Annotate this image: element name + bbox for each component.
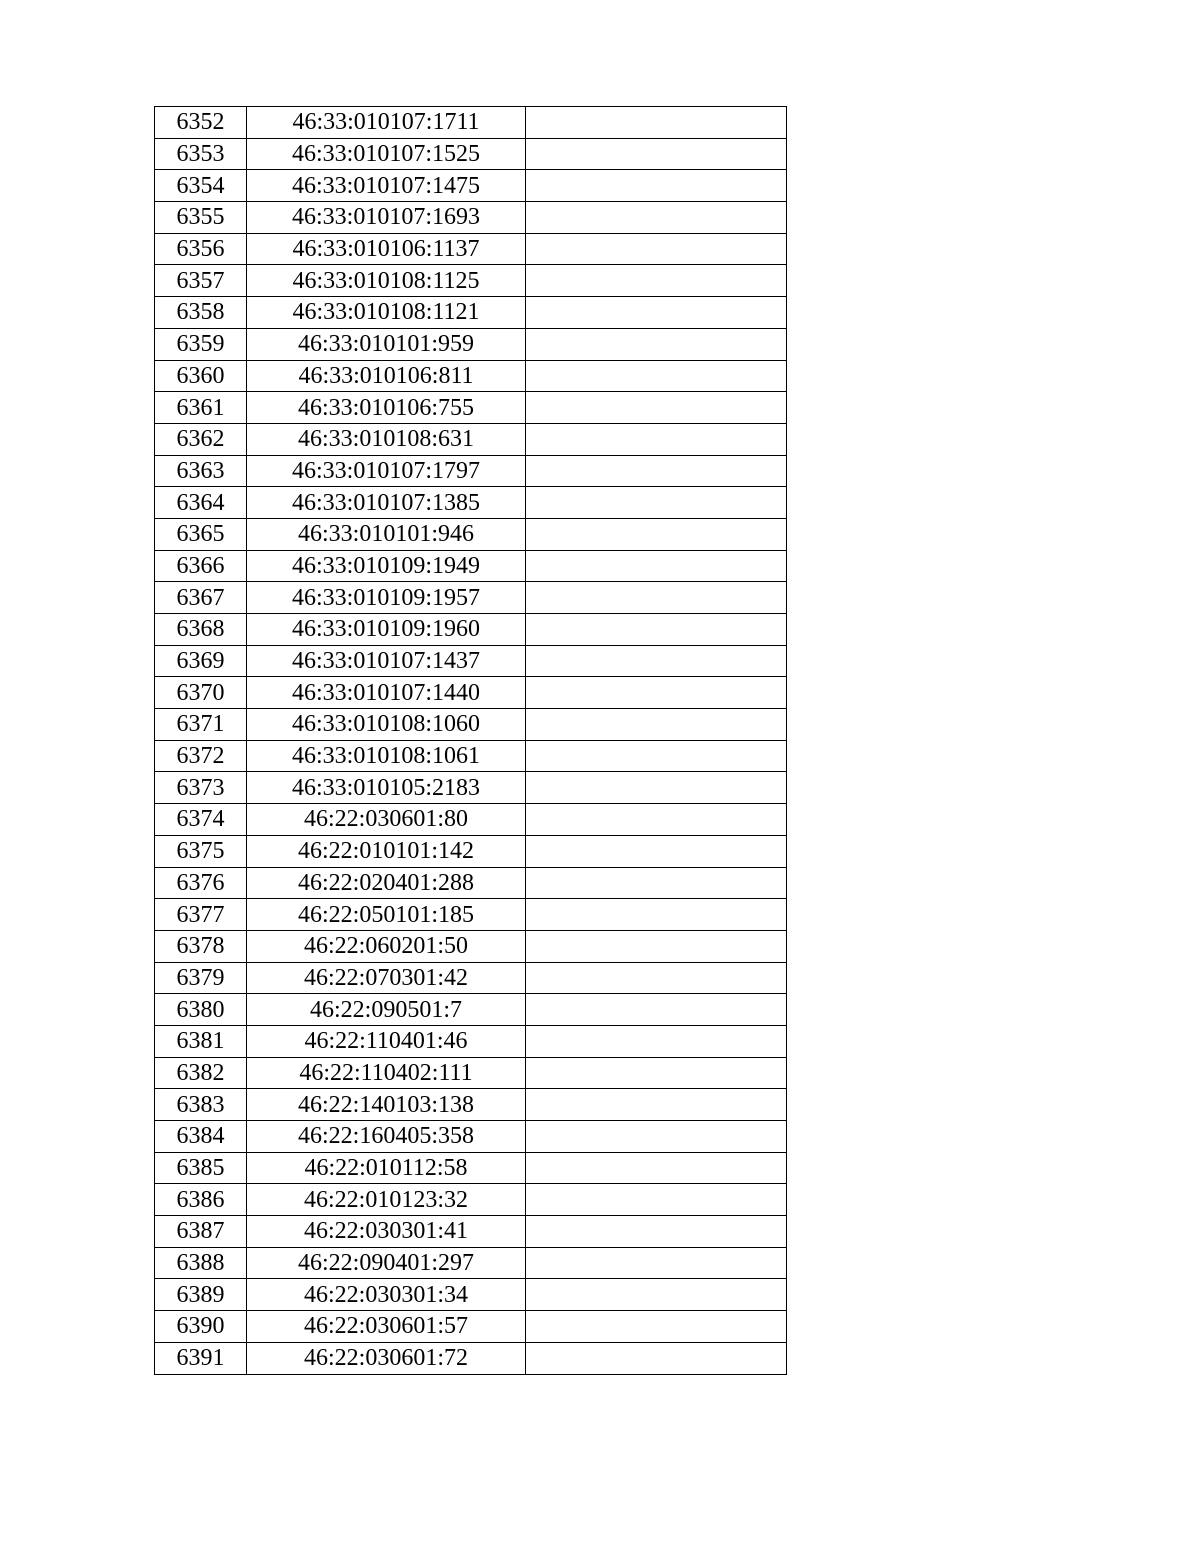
row-number-cell: 6374	[155, 804, 247, 836]
table-row	[155, 740, 787, 772]
table-row	[155, 994, 787, 1026]
table-row	[155, 1184, 787, 1216]
cadastral-table-body	[155, 107, 787, 1375]
empty-cell	[526, 582, 787, 614]
table-row	[155, 423, 787, 455]
cadastral-number-cell: 46:33:010107:1475	[247, 170, 526, 202]
empty-cell	[526, 1089, 787, 1121]
row-number-cell: 6388	[155, 1247, 247, 1279]
cadastral-number-cell: 46:33:010107:1711	[247, 107, 526, 139]
empty-cell	[526, 1247, 787, 1279]
table-row	[155, 645, 787, 677]
table-row	[155, 550, 787, 582]
cadastral-number-cell: 46:33:010107:1797	[247, 455, 526, 487]
empty-cell	[526, 614, 787, 646]
row-number-cell: 6372	[155, 740, 247, 772]
row-number-cell: 6390	[155, 1311, 247, 1343]
row-number-cell: 6386	[155, 1184, 247, 1216]
cadastral-number-cell: 46:22:010101:142	[247, 835, 526, 867]
row-number-cell: 6353	[155, 138, 247, 170]
table-row	[155, 1342, 787, 1374]
empty-cell	[526, 1121, 787, 1153]
cadastral-number-cell: 46:22:140103:138	[247, 1089, 526, 1121]
table-row	[155, 170, 787, 202]
cadastral-number-cell: 46:33:010108:631	[247, 423, 526, 455]
table-row	[155, 1279, 787, 1311]
table-row	[155, 582, 787, 614]
table-row	[155, 1057, 787, 1089]
empty-cell	[526, 360, 787, 392]
cadastral-number-cell: 46:22:030601:57	[247, 1311, 526, 1343]
table-row	[155, 392, 787, 424]
empty-cell	[526, 994, 787, 1026]
cadastral-number-cell: 46:33:010105:2183	[247, 772, 526, 804]
cadastral-number-cell: 46:22:010123:32	[247, 1184, 526, 1216]
table-row	[155, 233, 787, 265]
row-number-cell: 6354	[155, 170, 247, 202]
row-number-cell: 6377	[155, 899, 247, 931]
empty-cell	[526, 645, 787, 677]
table-row	[155, 930, 787, 962]
table-row	[155, 297, 787, 329]
row-number-cell: 6383	[155, 1089, 247, 1121]
empty-cell	[526, 107, 787, 139]
table-row	[155, 328, 787, 360]
empty-cell	[526, 804, 787, 836]
table-row	[155, 614, 787, 646]
table-row	[155, 265, 787, 297]
row-number-cell: 6360	[155, 360, 247, 392]
row-number-cell: 6361	[155, 392, 247, 424]
empty-cell	[526, 1184, 787, 1216]
row-number-cell: 6378	[155, 930, 247, 962]
row-number-cell: 6358	[155, 297, 247, 329]
table-row	[155, 709, 787, 741]
cadastral-number-cell: 46:22:030301:34	[247, 1279, 526, 1311]
row-number-cell: 6368	[155, 614, 247, 646]
cadastral-number-cell: 46:33:010108:1121	[247, 297, 526, 329]
cadastral-number-cell: 46:33:010106:1137	[247, 233, 526, 265]
table-row	[155, 867, 787, 899]
table-row	[155, 1216, 787, 1248]
empty-cell	[526, 233, 787, 265]
empty-cell	[526, 202, 787, 234]
row-number-cell: 6373	[155, 772, 247, 804]
table-row	[155, 962, 787, 994]
row-number-cell: 6355	[155, 202, 247, 234]
cadastral-number-cell: 46:33:010106:811	[247, 360, 526, 392]
empty-cell	[526, 138, 787, 170]
table-row	[155, 677, 787, 709]
table-row	[155, 518, 787, 550]
cadastral-number-cell: 46:33:010107:1437	[247, 645, 526, 677]
table-row	[155, 360, 787, 392]
table-row	[155, 804, 787, 836]
cadastral-number-cell: 46:33:010107:1385	[247, 487, 526, 519]
table-row	[155, 1089, 787, 1121]
table-row	[155, 138, 787, 170]
row-number-cell: 6369	[155, 645, 247, 677]
row-number-cell: 6370	[155, 677, 247, 709]
empty-cell	[526, 899, 787, 931]
cadastral-number-cell: 46:22:060201:50	[247, 930, 526, 962]
cadastral-number-cell: 46:22:010112:58	[247, 1152, 526, 1184]
cadastral-number-cell: 46:33:010107:1693	[247, 202, 526, 234]
empty-cell	[526, 1342, 787, 1374]
empty-cell	[526, 265, 787, 297]
cadastral-number-cell: 46:22:110401:46	[247, 1025, 526, 1057]
empty-cell	[526, 930, 787, 962]
empty-cell	[526, 709, 787, 741]
cadastral-number-cell: 46:22:110402:111	[247, 1057, 526, 1089]
empty-cell	[526, 455, 787, 487]
empty-cell	[526, 1279, 787, 1311]
table-row	[155, 1311, 787, 1343]
empty-cell	[526, 740, 787, 772]
table-row	[155, 899, 787, 931]
cadastral-number-cell: 46:22:030301:41	[247, 1216, 526, 1248]
empty-cell	[526, 1152, 787, 1184]
empty-cell	[526, 518, 787, 550]
cadastral-number-cell: 46:33:010107:1525	[247, 138, 526, 170]
row-number-cell: 6391	[155, 1342, 247, 1374]
row-number-cell: 6365	[155, 518, 247, 550]
table-row	[155, 107, 787, 139]
cadastral-number-cell: 46:33:010107:1440	[247, 677, 526, 709]
empty-cell	[526, 1311, 787, 1343]
empty-cell	[526, 835, 787, 867]
cadastral-number-cell: 46:33:010109:1949	[247, 550, 526, 582]
empty-cell	[526, 170, 787, 202]
empty-cell	[526, 1057, 787, 1089]
table-row	[155, 1025, 787, 1057]
empty-cell	[526, 772, 787, 804]
table-row	[155, 455, 787, 487]
empty-cell	[526, 867, 787, 899]
empty-cell	[526, 677, 787, 709]
cadastral-number-cell: 46:33:010101:946	[247, 518, 526, 550]
table-row	[155, 1247, 787, 1279]
row-number-cell: 6376	[155, 867, 247, 899]
row-number-cell: 6384	[155, 1121, 247, 1153]
row-number-cell: 6387	[155, 1216, 247, 1248]
row-number-cell: 6389	[155, 1279, 247, 1311]
row-number-cell: 6356	[155, 233, 247, 265]
row-number-cell: 6362	[155, 423, 247, 455]
cadastral-table	[154, 106, 787, 1375]
cadastral-number-cell: 46:33:010108:1125	[247, 265, 526, 297]
empty-cell	[526, 550, 787, 582]
cadastral-number-cell: 46:22:050101:185	[247, 899, 526, 931]
cadastral-number-cell: 46:22:030601:80	[247, 804, 526, 836]
empty-cell	[526, 392, 787, 424]
cadastral-number-cell: 46:33:010108:1060	[247, 709, 526, 741]
row-number-cell: 6375	[155, 835, 247, 867]
cadastral-number-cell: 46:33:010106:755	[247, 392, 526, 424]
cadastral-number-cell: 46:33:010101:959	[247, 328, 526, 360]
row-number-cell: 6380	[155, 994, 247, 1026]
cadastral-number-cell: 46:22:070301:42	[247, 962, 526, 994]
empty-cell	[526, 487, 787, 519]
row-number-cell: 6385	[155, 1152, 247, 1184]
table-row	[155, 202, 787, 234]
cadastral-number-cell: 46:22:030601:72	[247, 1342, 526, 1374]
empty-cell	[526, 1025, 787, 1057]
cadastral-number-cell: 46:33:010109:1957	[247, 582, 526, 614]
row-number-cell: 6352	[155, 107, 247, 139]
row-number-cell: 6382	[155, 1057, 247, 1089]
row-number-cell: 6364	[155, 487, 247, 519]
table-row	[155, 1121, 787, 1153]
row-number-cell: 6357	[155, 265, 247, 297]
row-number-cell: 6359	[155, 328, 247, 360]
cadastral-number-cell: 46:22:090401:297	[247, 1247, 526, 1279]
table-row	[155, 772, 787, 804]
cadastral-number-cell: 46:22:020401:288	[247, 867, 526, 899]
table-row	[155, 835, 787, 867]
empty-cell	[526, 297, 787, 329]
table-row	[155, 1152, 787, 1184]
row-number-cell: 6363	[155, 455, 247, 487]
cadastral-number-cell: 46:22:090501:7	[247, 994, 526, 1026]
empty-cell	[526, 1216, 787, 1248]
row-number-cell: 6366	[155, 550, 247, 582]
row-number-cell: 6381	[155, 1025, 247, 1057]
empty-cell	[526, 962, 787, 994]
empty-cell	[526, 328, 787, 360]
row-number-cell: 6367	[155, 582, 247, 614]
cadastral-number-cell: 46:33:010108:1061	[247, 740, 526, 772]
row-number-cell: 6371	[155, 709, 247, 741]
table-row	[155, 487, 787, 519]
row-number-cell: 6379	[155, 962, 247, 994]
cadastral-number-cell: 46:22:160405:358	[247, 1121, 526, 1153]
cadastral-number-cell: 46:33:010109:1960	[247, 614, 526, 646]
empty-cell	[526, 423, 787, 455]
